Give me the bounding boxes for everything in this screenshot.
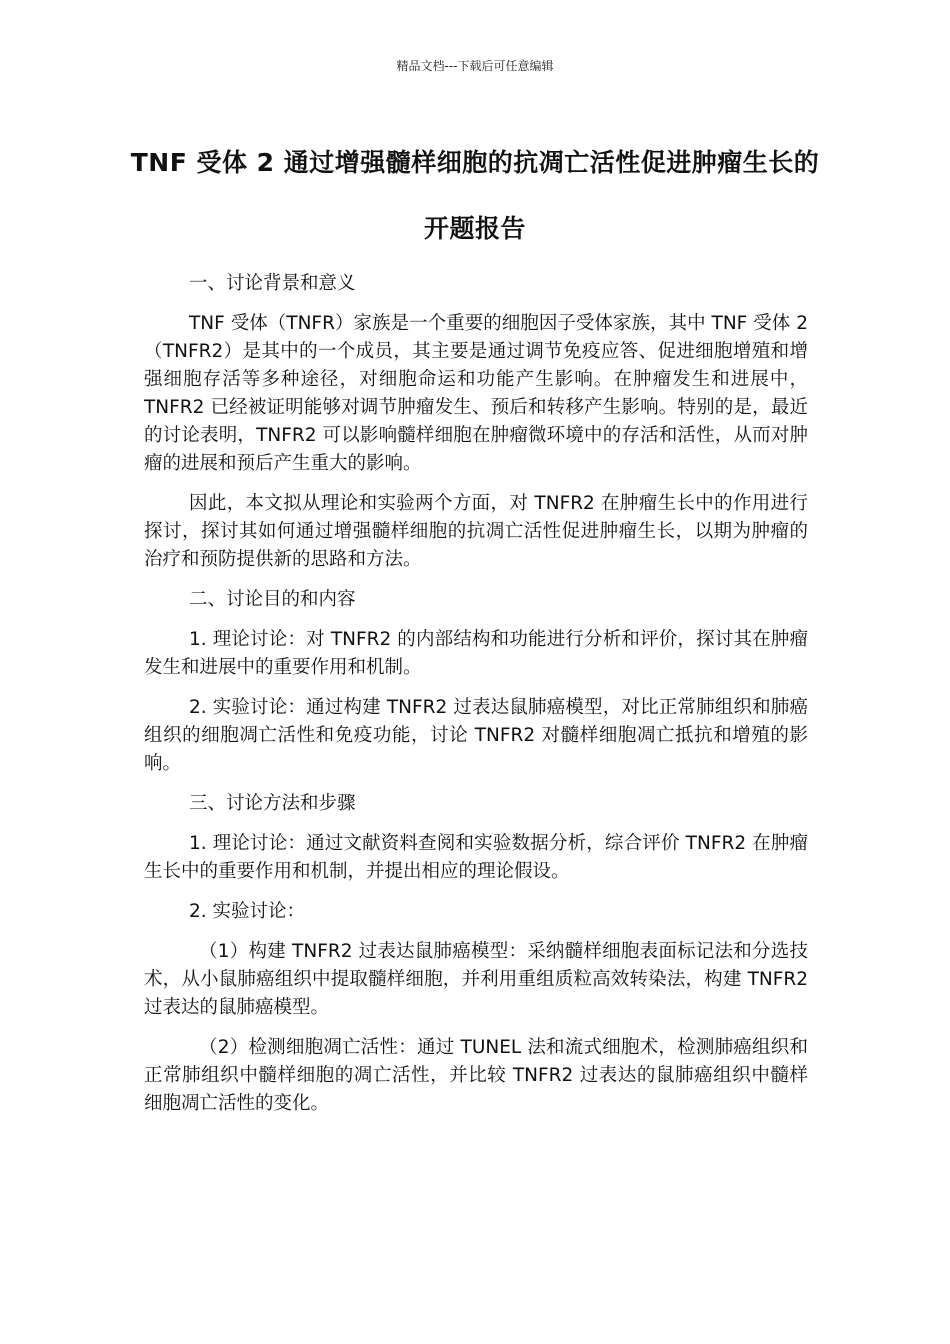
document-body xyxy=(144,270,808,1130)
section-heading-methods: 三、讨论方法和步骤 xyxy=(189,793,356,814)
list-item-experiment-objective: 2. 实验讨论：通过构建 TNFR2 过表达鼠肺癌模型，对比正常肺组织和肺癌组织的细胞凋亡活性和免疫功能，讨论 TNFR2 对髓样细胞凋亡抵抗和增殖的影响。 xyxy=(144,697,808,774)
paragraph-background-1: TNF 受体（TNFR）家族是一个重要的细胞因子受体家族，其中 TNF 受体 2（TNFR2）是其中的一个成员，其主要是通过调节免疫应答、促进细胞增殖和增强细胞存活等多种途径，对细胞命运和功能产生影响。在肿瘤发生和进展中，TNFR2 已经被证明能够对调节肿瘤发生、预后和转移产生影响。特别的是，最近的讨论表明，TNFR2 可以影响髓样细胞在肿瘤微环境中的存活和活性，从而对肿瘤的进展和预后产生重大的影响。 xyxy=(144,313,808,474)
sub-item-model-construction: （1）构建 TNFR2 过表达鼠肺癌模型：采纳髓样细胞表面标记法和分选技术，从小鼠肺癌组织中提取髓样细胞，并利用重组质粒高效转染法，构建 TNFR2 过表达的鼠肺癌模型。 xyxy=(144,941,808,1018)
list-item-experiment-method: 2. 实验讨论： xyxy=(189,901,306,922)
list-item-theory-method: 1. 理论讨论：通过文献资料查阅和实验数据分析，综合评价 TNFR2 在肿瘤生长中的重要作用和机制，并提出相应的理论假设。 xyxy=(144,833,808,882)
header-note: 精品文档---下载后可任意编辑 xyxy=(396,59,554,73)
sub-item-apoptosis-detection: （2）检测细胞凋亡活性：通过 TUNEL 法和流式细胞术，检测肺癌组织和正常肺组织中髓样细胞的凋亡活性，并比较 TNFR2 过表达的鼠肺癌组织中髓样细胞凋亡活性的变化。 xyxy=(144,1037,808,1114)
section-heading-background: 一、讨论背景和意义 xyxy=(189,273,356,294)
document-title: TNF 受体 2 通过增强髓样细胞的抗凋亡活性促进肿瘤生长的开题报告 xyxy=(130,148,820,243)
section-heading-objectives: 二、讨论目的和内容 xyxy=(189,589,356,610)
paragraph-background-2: 因此，本文拟从理论和实验两个方面，对 TNFR2 在肿瘤生长中的作用进行探讨，探讨其如何通过增强髓样细胞的抗凋亡活性促进肿瘤生长，以期为肿瘤的治疗和预防提供新的思路和方法。 xyxy=(144,493,808,570)
list-item-theory-objective: 1. 理论讨论：对 TNFR2 的内部结构和功能进行分析和评价，探讨其在肿瘤发生和进展中的重要作用和机制。 xyxy=(144,629,808,678)
